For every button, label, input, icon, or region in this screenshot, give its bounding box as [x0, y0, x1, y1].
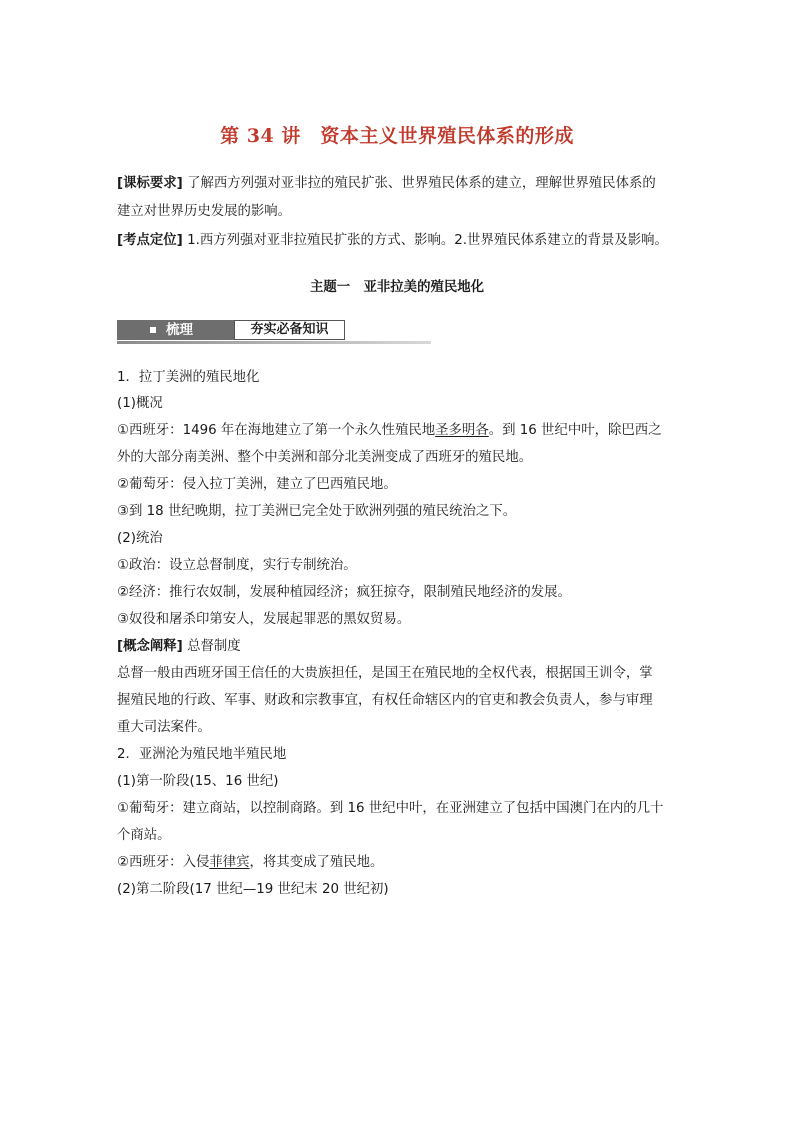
topic-heading: 主题一 亚非拉美的殖民地化	[309, 280, 485, 295]
section-1-sub-2: (2)统治	[117, 531, 163, 546]
spain-asia-line: ②西班牙：入侵菲律宾，将其变成了殖民地。	[117, 855, 384, 870]
concept-line-3: 重大司法案件。	[117, 720, 211, 735]
section-1-sub-1: (1)概况	[117, 396, 163, 411]
curriculum-tag: [课标要求]	[117, 176, 183, 191]
spain-line-2: 外的大部分南美洲、整个中美洲和部分北美洲变成了西班牙的殖民地。	[117, 450, 533, 465]
portugal-asia-line-1: ①葡萄牙：建立商站，以控制商路。到 16 世纪中叶，在亚洲建立了包括中国澳门在内的几十	[117, 801, 664, 816]
banner-divider	[117, 341, 431, 344]
concept-heading	[117, 635, 241, 654]
concept-line-2: 握殖民地的行政、军事、财政和宗教事宜，有权任命辖区内的官吏和教会负责人，参与审理	[117, 693, 653, 708]
section-2-heading: 2．亚洲沦为殖民地半殖民地	[117, 747, 287, 762]
section-1-heading: 1．拉丁美洲的殖民地化	[117, 370, 260, 385]
portugal-line: ②葡萄牙：侵入拉丁美洲，建立了巴西殖民地。	[117, 477, 397, 492]
curriculum-requirement-line-2: 建立对世界历史发展的影响。	[117, 204, 292, 219]
spain-line-1: ①西班牙：1496 年在海地建立了第一个永久性殖民地圣多明各。到 16 世纪中叶，除巴西之	[117, 423, 662, 438]
section-2-sub-1: (1)第一阶段(15、16 世纪)	[117, 774, 279, 789]
concept-line-1: 总督一般由西班牙国王信任的大贵族担任，是国王在殖民地的全权代表，根据国王训令，掌	[117, 666, 653, 681]
curriculum-text-1: 了解西方列强对亚非拉的殖民扩张、世界殖民体系的建立，理解世界殖民体系的	[187, 176, 656, 191]
lesson-title: 第 34 讲 资本主义世界殖民体系的形成	[220, 125, 574, 147]
concept-name: 总督制度	[187, 639, 241, 654]
politics-line: ①政治：设立总督制度，实行专制统治。	[117, 558, 357, 573]
late-18th-line: ③到 18 世纪晚期，拉丁美洲已完全处于欧洲列强的殖民统治之下。	[117, 504, 517, 519]
banner-label-box: 夯实必备知识	[234, 320, 345, 340]
portugal-asia-line-2: 个商站。	[117, 828, 171, 843]
banner-label-dark: 梳理	[117, 320, 234, 340]
curriculum-requirement-line-1	[117, 172, 656, 191]
section-banner	[117, 320, 431, 346]
underlined-term: 菲律宾	[209, 855, 250, 870]
exam-position-text: 1.西方列强对亚非拉殖民扩张的方式、影响。2.世界殖民体系建立的背景及影响。	[187, 233, 668, 248]
economy-line: ②经济：推行农奴制，发展种植园经济；疯狂掠夺，限制殖民地经济的发展。	[117, 585, 571, 600]
square-bullet-icon	[150, 327, 156, 333]
concept-tag: [概念阐释]	[117, 639, 183, 654]
exam-position-tag: [考点定位]	[117, 233, 183, 248]
underlined-term: 圣多明各	[435, 423, 489, 438]
section-2-sub-2: (2)第二阶段(17 世纪—19 世纪末 20 世纪初)	[117, 882, 389, 897]
slavery-line: ③奴役和屠杀印第安人，发展起罪恶的黑奴贸易。	[117, 612, 411, 627]
exam-position-line	[117, 229, 668, 248]
